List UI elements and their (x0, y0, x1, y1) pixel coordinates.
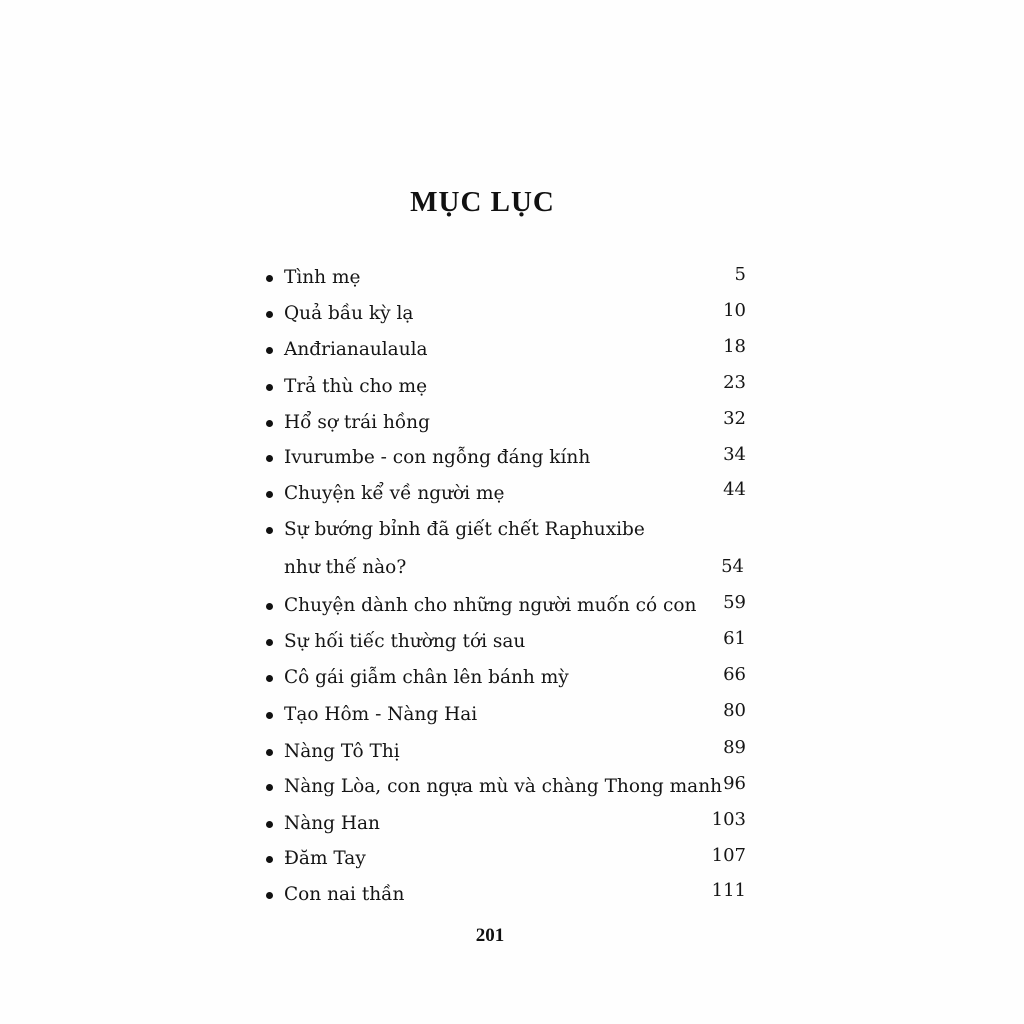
toc-entry-title-continuation: như thế nào? (284, 557, 407, 578)
toc-entry-title: Anđrianaulaula (284, 339, 428, 360)
toc-entry-title: Ivurumbe - con ngỗng đáng kính (284, 447, 591, 468)
toc-entry (266, 775, 746, 803)
toc-entry-page: 5 (734, 264, 746, 285)
toc-entry-title: Chuyện kể về người mẹ (284, 483, 505, 504)
bullet-icon (266, 784, 273, 791)
toc-entry-page: 61 (723, 628, 746, 649)
toc-entry (266, 666, 746, 694)
toc-entry-title: Cô gái giẫm chân lên bánh mỳ (284, 667, 569, 688)
toc-entry-page: 34 (723, 444, 746, 465)
toc-entry-title: Nàng Tô Thị (284, 741, 400, 762)
toc-entry (266, 479, 746, 510)
toc-entry-page: 10 (723, 300, 746, 321)
toc-entry-title: Hổ sợ trái hồng (284, 412, 430, 433)
toc-entry (266, 302, 746, 330)
page-number: 201 (475, 925, 505, 946)
toc-entry (266, 880, 746, 911)
bullet-icon (266, 527, 273, 534)
bullet-icon (266, 455, 273, 462)
toc-entry (266, 809, 746, 840)
bullet-icon (266, 821, 273, 828)
toc-entry-title: Sự bướng bỉnh đã giết chết Raphuxibe (284, 519, 645, 540)
toc-entry-title: Tạo Hôm - Nàng Hai (284, 704, 478, 725)
bullet-icon (266, 347, 273, 354)
toc-entry-title: Chuyện dành cho những người muốn có con (284, 595, 697, 616)
toc-entry (266, 372, 746, 403)
bullet-icon (266, 675, 273, 682)
toc-entry-page: 103 (711, 809, 746, 830)
toc-entry-page: 23 (723, 372, 746, 393)
toc-entry-page: 32 (723, 408, 746, 429)
bullet-icon (266, 856, 273, 863)
bullet-icon (266, 712, 273, 719)
bullet-icon (266, 420, 273, 427)
toc-entry-title: Trả thù cho mẹ (284, 376, 428, 397)
toc-entry (266, 630, 746, 658)
page-title: MỤC LỤC (410, 186, 555, 218)
toc-entry (266, 847, 746, 875)
toc-entry (266, 700, 746, 731)
toc-entry-page: 80 (723, 700, 746, 721)
bullet-icon (266, 384, 273, 391)
bullet-icon (266, 749, 273, 756)
bullet-icon (266, 639, 273, 646)
toc-entry-title: Sự hối tiếc thường tới sau (284, 631, 526, 652)
toc-entry-title: Đăm Tay (284, 848, 366, 869)
bullet-icon (266, 892, 273, 899)
toc-entry (266, 518, 746, 546)
toc-entry-title: Nàng Lòa, con ngựa mù và chàng Thong manh (284, 776, 723, 797)
toc-entry-title: Con nai thần (284, 884, 405, 905)
bullet-icon (266, 275, 273, 282)
bullet-icon (266, 491, 273, 498)
toc-entry-page: 89 (723, 737, 746, 758)
toc-entry-page: 54 (721, 556, 744, 577)
toc-entry (266, 737, 746, 768)
toc-entry-page: 107 (711, 845, 746, 866)
toc-entry-title: Tình mẹ (284, 267, 361, 288)
bullet-icon (266, 603, 273, 610)
toc-entry-page: 44 (723, 479, 746, 500)
toc-entry-title: Nàng Han (284, 813, 380, 834)
toc-entry-page: 18 (723, 336, 746, 357)
toc-entry (266, 338, 746, 366)
toc-entry-page: 96 (723, 773, 746, 794)
toc-entry (266, 266, 746, 294)
toc-entry (266, 446, 746, 474)
bullet-icon (266, 311, 273, 318)
toc-entry-page: 66 (723, 664, 746, 685)
toc-entry-page: 111 (711, 880, 746, 901)
toc-entry-page: 59 (723, 592, 746, 613)
toc-entry-title: Quả bầu kỳ lạ (284, 303, 414, 324)
toc-entry (266, 408, 746, 439)
toc-entry (266, 594, 746, 622)
